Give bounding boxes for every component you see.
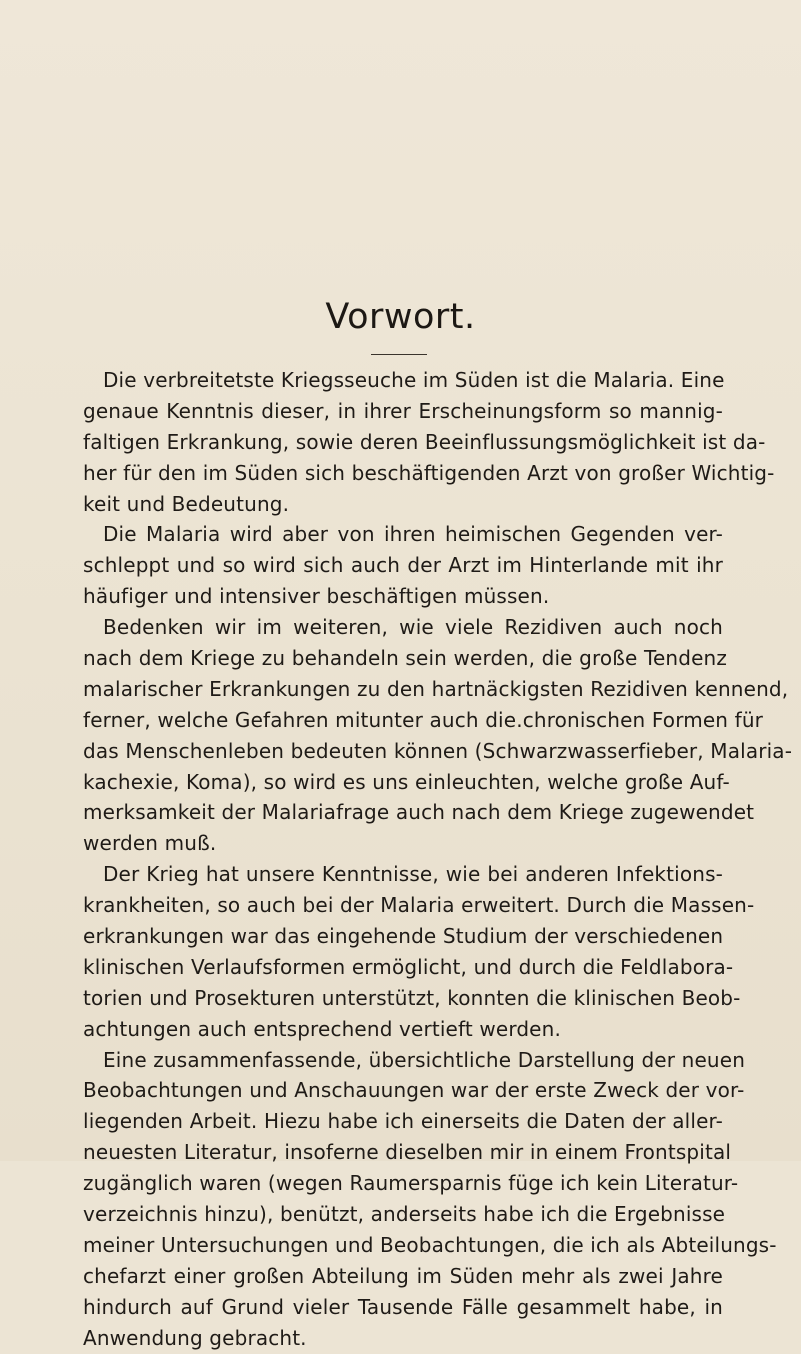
text-line: erkrankungen war das eingehende Studium der verschiedenen bbox=[83, 924, 724, 949]
text-line: malarischer Erkrankungen zu den hartnäckigsten Rezidiven kennend, bbox=[83, 676, 789, 701]
text-line: Die Malaria wird aber von ihren heimischen Gegenden ver- bbox=[103, 522, 723, 547]
text-line: hindurch auf Grund vieler Tausende Fälle gesammelt habe, in bbox=[83, 1294, 723, 1319]
text-line: achtungen auch entsprechend vertieft werden. bbox=[83, 1016, 561, 1041]
text-line: verzeichnis hinzu), benützt, anderseits habe ich die Ergebnisse bbox=[83, 1202, 726, 1227]
text-line: her für den im Süden sich beschäftigenden Arzt von großer Wichtig- bbox=[83, 460, 775, 485]
text-line: Beobachtungen und Anschauungen war der erste Zweck der vor- bbox=[83, 1078, 745, 1103]
text-line: Der Krieg hat unsere Kenntnisse, wie bei anderen Infektions- bbox=[103, 862, 723, 887]
title-divider bbox=[371, 354, 427, 355]
text-line: Die verbreitetste Kriegsseuche im Süden ist die Malaria. Eine bbox=[103, 368, 725, 392]
text-line: schleppt und so wird sich auch der Arzt im Hinterlande mit ihr bbox=[83, 553, 723, 578]
text-line: ferner, welche Gefahren mitunter auch die.chronischen Formen für bbox=[83, 707, 764, 732]
text-line: zugänglich waren (wegen Raumersparnis füge ich kein Literatur- bbox=[83, 1171, 739, 1196]
text-line: nach dem Kriege zu behandeln sein werden, die große Tendenz bbox=[83, 646, 728, 671]
text-line: liegenden Arbeit. Hiezu habe ich einerseits die Daten der aller- bbox=[83, 1109, 723, 1134]
text-line: Anwendung gebracht. bbox=[83, 1325, 307, 1350]
text-line: neuesten Literatur, insoferne dieselben mir in einem Frontspital bbox=[83, 1140, 732, 1165]
preface-body bbox=[83, 365, 793, 1354]
text-line: merksamkeit der Malariafrage auch nach dem Kriege zugewendet bbox=[83, 800, 755, 825]
text-line: häufiger und intensiver beschäftigen müssen. bbox=[83, 584, 550, 609]
text-line: Bedenken wir im weiteren, wie viele Rezidiven auch noch bbox=[103, 615, 723, 640]
text-line: torien und Prosekturen unterstützt, konnten die klinischen Beob- bbox=[83, 985, 741, 1010]
text-line: meiner Untersuchungen und Beobachtungen, die ich als Abteilungs- bbox=[83, 1232, 777, 1257]
text-line: keit und Bedeutung. bbox=[83, 491, 290, 516]
text-line: chefarzt einer großen Abteilung im Süden mehr als zwei Jahre bbox=[83, 1263, 723, 1288]
text-line: das Menschenleben bedeuten können (Schwarzwasserfieber, Malaria- bbox=[83, 738, 793, 763]
text-line: werden muß. bbox=[83, 831, 217, 856]
text-line: Eine zusammenfassende, übersichtliche Darstellung der neuen bbox=[103, 1047, 746, 1072]
page-title: Vorwort. bbox=[325, 297, 476, 337]
text-line: faltigen Erkrankung, sowie deren Beeinflussungsmöglichkeit ist da- bbox=[83, 429, 766, 454]
text-line: krankheiten, so auch bei der Malaria erweitert. Durch die Massen- bbox=[83, 893, 755, 918]
text-line: kachexie, Koma), so wird es uns einleuchten, welche große Auf- bbox=[83, 769, 730, 794]
text-line: genaue Kenntnis dieser, in ihrer Erscheinungsform so mannig- bbox=[83, 398, 723, 423]
text-line: klinischen Verlaufsformen ermöglicht, und durch die Feldlabora- bbox=[83, 954, 734, 979]
